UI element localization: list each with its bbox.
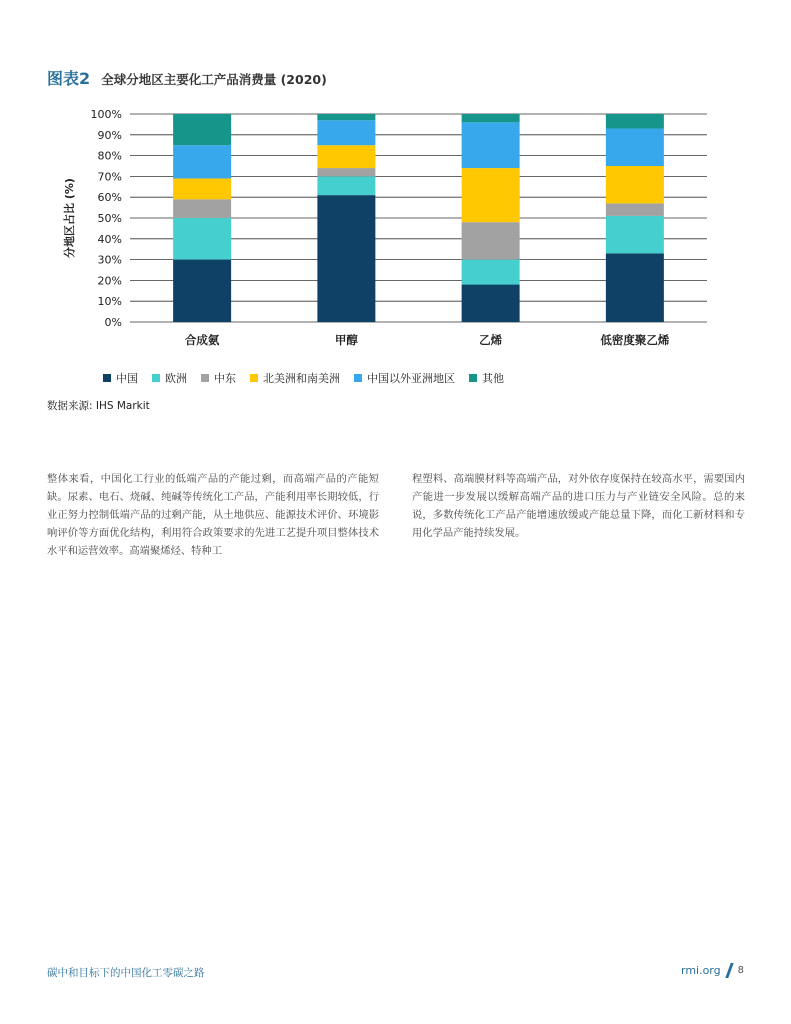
bar-segment xyxy=(606,114,664,129)
legend-item xyxy=(152,370,187,386)
bar-segment xyxy=(173,260,231,322)
y-tick-label: 10% xyxy=(97,295,122,309)
y-tick-label: 50% xyxy=(97,212,122,225)
legend-label: 其他 xyxy=(482,372,504,385)
bar-segment xyxy=(173,178,231,199)
bar-segment xyxy=(606,216,664,253)
x-tick-label: 甲醇 xyxy=(334,333,358,347)
y-axis-title: 分地区占比 (%) xyxy=(63,178,76,258)
bar-segment xyxy=(317,168,375,176)
bar-segment xyxy=(173,218,231,260)
legend-item xyxy=(354,370,455,386)
bar-segment xyxy=(606,253,664,322)
stacked-bar-chart xyxy=(0,100,791,360)
bar-segment xyxy=(462,222,520,259)
legend-swatch-icon xyxy=(469,374,477,382)
bar-segment xyxy=(462,168,520,222)
legend-label: 中东 xyxy=(214,372,236,385)
y-tick-label: 20% xyxy=(97,274,122,288)
footer-site[interactable]: rmi.org xyxy=(680,964,721,977)
y-tick-label: 30% xyxy=(97,253,122,267)
bar-segment xyxy=(317,176,375,195)
legend-swatch-icon xyxy=(152,374,160,382)
bar-segment xyxy=(173,199,231,218)
legend-swatch-icon xyxy=(250,374,258,382)
bar-segment xyxy=(606,166,664,203)
bar-segment xyxy=(317,145,375,168)
bar-segment xyxy=(462,260,520,285)
legend-swatch-icon xyxy=(103,374,111,382)
legend-label: 中国 xyxy=(116,372,138,385)
legend-swatch-icon xyxy=(201,374,209,382)
x-tick-label: 合成氨 xyxy=(184,333,220,347)
data-source: 数据来源: IHS Markit xyxy=(47,400,150,412)
bar-segment xyxy=(462,285,520,322)
y-tick-label: 70% xyxy=(97,170,122,184)
legend-label: 中国以外亚洲地区 xyxy=(367,372,455,385)
legend-item xyxy=(469,370,504,386)
legend-item xyxy=(103,370,138,386)
bar-segment xyxy=(606,203,664,215)
bar-segment xyxy=(462,122,520,168)
legend-item xyxy=(201,370,236,386)
body-text-right: 程塑料、高端膜材料等高端产品，对外依存度保持在较高水平，需要国内产能进一步发展以缓解高端产品的进口压力与产业链安全风险。总的来说，多数传统化工产品产能增速放缓或产能总量下降，而化工新材料和专用化学品产能持续发展。 xyxy=(412,473,745,539)
y-tick-label: 0% xyxy=(104,316,122,329)
footer-report-title: 碳中和目标下的中国化工零碳之路 xyxy=(47,967,205,979)
bar-segment xyxy=(606,129,664,166)
figure-label: 图表2 xyxy=(47,69,91,88)
y-tick-label: 80% xyxy=(97,149,122,163)
y-tick-label: 90% xyxy=(97,128,122,142)
y-tick-label: 100% xyxy=(90,108,122,121)
page-number: 8 xyxy=(737,965,744,976)
y-tick-label: 40% xyxy=(97,232,122,246)
slash-divider-icon xyxy=(725,963,733,978)
bar-segment xyxy=(173,114,231,145)
footer-page-info xyxy=(681,963,744,978)
y-tick-label: 60% xyxy=(97,191,122,205)
legend-item xyxy=(250,370,340,386)
figure-heading xyxy=(47,66,327,89)
legend-label: 欧洲 xyxy=(165,372,187,385)
legend-label: 北美洲和南美洲 xyxy=(263,372,340,385)
bar-segment xyxy=(317,195,375,322)
legend-swatch-icon xyxy=(354,374,362,382)
body-text-left: 整体来看，中国化工行业的低端产品的产能过剩，而高端产品的产能短缺。尿素、电石、烧碱、纯碱等传统化工产品，产能利用率长期较低，行业正努力控制低端产品的过剩产能，从土地供应、能源技术评价、环境影响评价等方面优化结构，利用符合政策要求的先进工艺提升项目整体技术水平和运营效率。高端聚烯烃、特种工 xyxy=(47,473,379,557)
x-tick-label: 低密度聚乙烯 xyxy=(600,333,670,347)
figure-title: 全球分地区主要化工产品消费量 (2020) xyxy=(101,72,327,87)
bar-segment xyxy=(173,145,231,178)
bar-segment xyxy=(462,114,520,122)
bar-segment xyxy=(317,120,375,145)
chart-legend xyxy=(103,370,504,386)
bar-segment xyxy=(317,114,375,120)
x-tick-label: 乙烯 xyxy=(479,333,503,347)
